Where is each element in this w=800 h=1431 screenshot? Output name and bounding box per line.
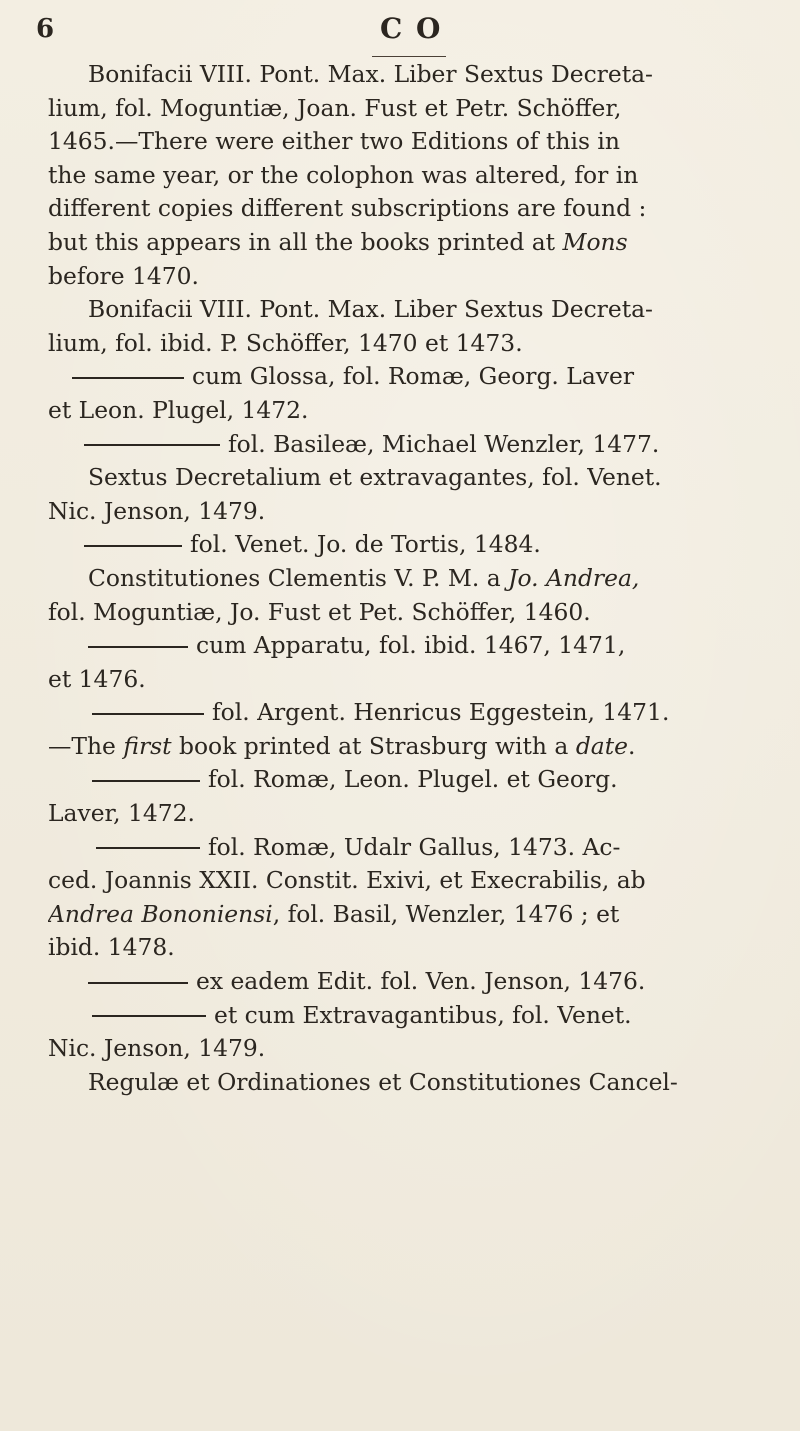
text-run: Jo. Andrea,: [508, 563, 640, 592]
text-line: [48, 696, 770, 730]
text-run: 1465.—There were either two Editions of this in: [48, 127, 620, 156]
text-line: [48, 864, 770, 898]
text-line: [48, 999, 770, 1033]
text-run: fol. Argent. Henricus Eggestein, 1471.: [212, 698, 670, 727]
text-line: [48, 596, 770, 630]
text-run: Sextus Decretalium et extravagantes, fol. Venet.: [88, 463, 662, 492]
text-run: different copies different subscriptions are found :: [48, 194, 647, 223]
text-line: [48, 125, 770, 159]
ditto-dash: [92, 713, 204, 715]
text-run: lium, fol. ibid. P. Schöffer, 1470 et 1473.: [48, 328, 523, 357]
text-run: lium, fol. Moguntiæ, Joan. Fust et Petr. Schöffer,: [48, 93, 622, 122]
ditto-dash: [92, 1015, 206, 1017]
text-run: Regulæ et Ordinationes et Constitutiones Cancel-: [88, 1067, 678, 1096]
text-line: [48, 360, 770, 394]
text-run: before 1470.: [48, 261, 199, 290]
text-line: [48, 226, 770, 260]
text-line: [48, 495, 770, 529]
text-run: date: [575, 731, 628, 760]
text-run: fol. Moguntiæ, Jo. Fust et Pet. Schöffer, 1460.: [48, 597, 591, 626]
text-run: fol. Romæ, Udalr Gallus, 1473. Ac-: [208, 832, 621, 861]
ditto-dash: [88, 646, 188, 648]
text-run: Bonifacii VIII. Pont. Max. Liber Sextus Decreta-: [88, 295, 653, 324]
ditto-dash: [96, 847, 200, 849]
text-line: [48, 797, 770, 831]
text-line: [48, 192, 770, 226]
text-line: [48, 92, 770, 126]
text-line: [48, 1032, 770, 1066]
text-run: fol. Basileæ, Michael Wenzler, 1477.: [228, 429, 660, 458]
text-run: first: [123, 731, 172, 760]
ditto-dash: [84, 444, 220, 446]
text-run: book printed at Strasburg with a: [171, 731, 576, 760]
text-run: Bonifacii VIII. Pont. Max. Liber Sextus Decreta-: [88, 60, 653, 88]
text-run: Nic. Jenson, 1479.: [48, 1034, 266, 1063]
text-run: Constitutiones Clementis V. P. M. a: [88, 563, 509, 592]
page-header: [0, 10, 800, 50]
text-run: —The: [48, 731, 124, 760]
text-run: ibid. 1478.: [48, 933, 175, 962]
text-line: [48, 159, 770, 193]
ditto-dash: [92, 780, 200, 782]
text-line: [48, 260, 770, 294]
text-line: [48, 1066, 770, 1100]
page-number: 6: [36, 14, 55, 44]
text-run: Mons: [562, 227, 628, 256]
text-run: cum Glossa, fol. Romæ, Georg. Laver: [192, 362, 635, 391]
signature-mark: C O: [380, 12, 443, 45]
ditto-dash: [84, 545, 182, 547]
header-rule: [372, 56, 446, 57]
text-line: [48, 831, 770, 865]
text-line: [48, 965, 770, 999]
text-run: ced. Joannis XXII. Constit. Exivi, et Execrabilis, ab: [48, 866, 646, 895]
text-run: fol. Venet. Jo. de Tortis, 1484.: [190, 530, 541, 559]
text-run: .: [627, 731, 636, 760]
text-run: Nic. Jenson, 1479.: [48, 496, 266, 525]
text-line: [48, 528, 770, 562]
text-line: [48, 461, 770, 495]
text-run: ex eadem Edit. fol. Ven. Jenson, 1476.: [196, 967, 646, 996]
text-run: Andrea Bononiensi: [48, 899, 273, 928]
text-run: the same year, or the colophon was altered, for in: [48, 160, 639, 189]
text-run: et cum Extravagantibus, fol. Venet.: [214, 1000, 632, 1029]
text-line: [48, 327, 770, 361]
text-line: [48, 293, 770, 327]
text-line: [48, 931, 770, 965]
text-line: [48, 663, 770, 697]
text-run: , fol. Basil, Wenzler, 1476 ; et: [272, 899, 620, 928]
ditto-dash: [88, 982, 188, 984]
text-line: [48, 428, 770, 462]
text-line: [48, 898, 770, 932]
text-line: [48, 730, 770, 764]
text-run: but this appears in all the books printed at: [48, 227, 563, 256]
text-line: [48, 562, 770, 596]
text-line: [48, 763, 770, 797]
text-run: et Leon. Plugel, 1472.: [48, 395, 309, 424]
text-run: Laver, 1472.: [48, 799, 195, 828]
text-run: cum Apparatu, fol. ibid. 1467, 1471,: [196, 631, 626, 660]
text-line: [48, 629, 770, 663]
text-run: fol. Romæ, Leon. Plugel. et Georg.: [208, 765, 618, 794]
text-line: [48, 58, 770, 92]
ditto-dash: [72, 377, 184, 379]
text-run: et 1476.: [48, 664, 146, 693]
text-line: [48, 394, 770, 428]
bibliography-text: [48, 58, 770, 1099]
